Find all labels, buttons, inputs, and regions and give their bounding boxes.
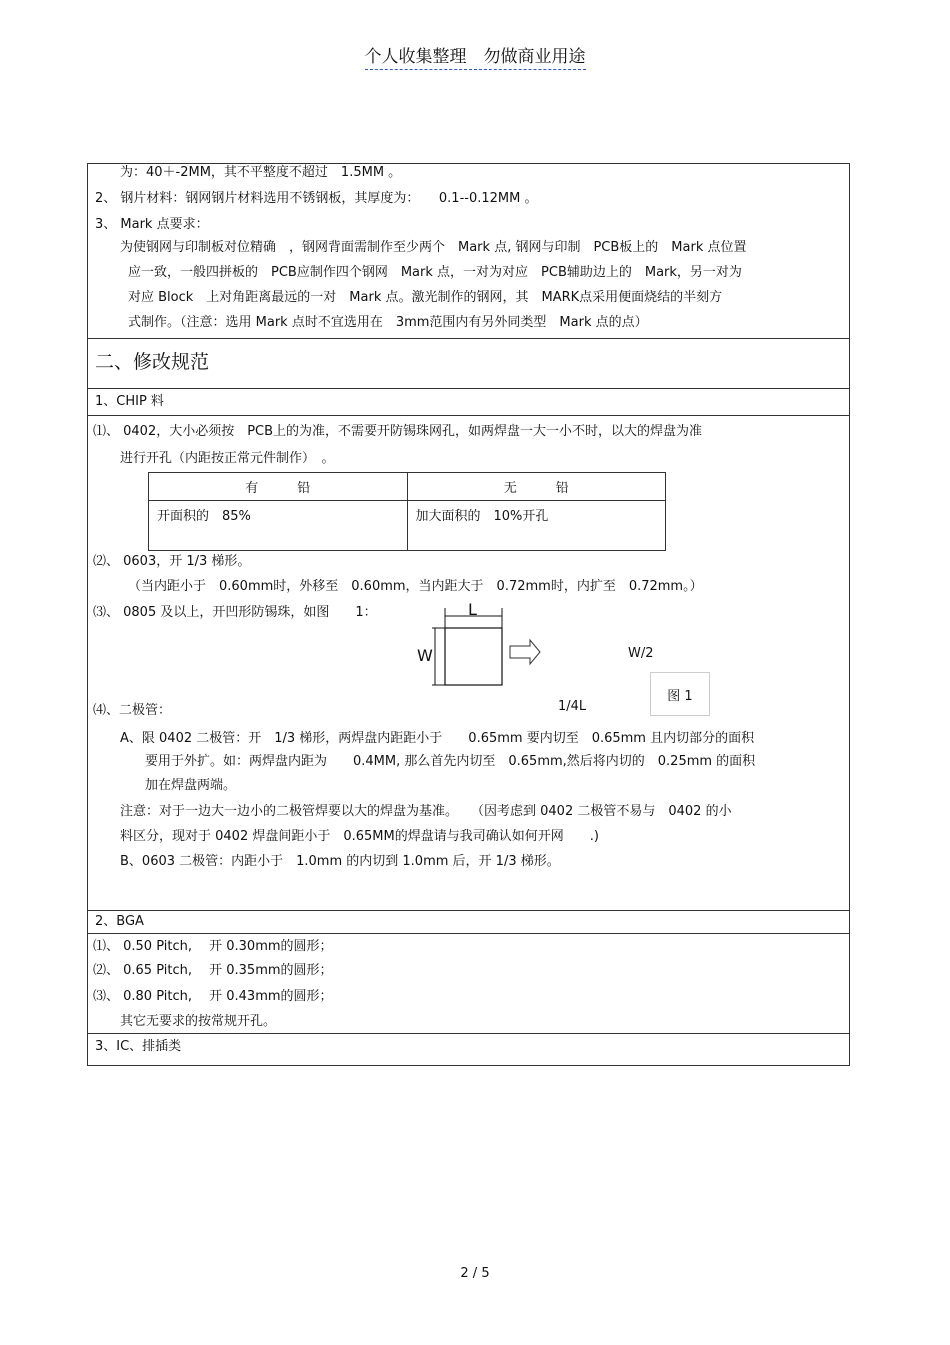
text-line: A、限 0402 二极管：开 1/3 梯形，两焊盘内距距小于 0.65mm 要内切至 0.65mm 且内切部分的面积 [120, 731, 755, 746]
cell-leaded: 开面积的 85% [149, 501, 408, 551]
cell-leadfree: 加大面积的 10%开孔 [407, 501, 666, 551]
text-line: 为使钢网与印制板对位精确 ，钢网背面需制作至少两个 Mark 点, 钢网与印制 PCB板上的 Mark 点位置 [120, 240, 747, 255]
subsection-title: 2、BGA [95, 914, 144, 929]
divider [87, 388, 850, 389]
figure-caption-box [650, 672, 710, 716]
text-line: 为：40＋-2MM，其不平整度不超过 1.5MM 。 [120, 165, 402, 180]
subsection-title: 1、CHIP 料 [95, 394, 164, 409]
divider [87, 910, 850, 911]
label-w: W [417, 646, 433, 665]
text-line: 料区分，现对于 0402 焊盘间距小于 0.65MM的焊盘请与我司确认如何开网 .) [120, 829, 599, 844]
text-line: 要用于外扩。如：两焊盘内距为 0.4MM, 那么首先内切至 0.65mm,然后将内切的 0.25mm 的面积 [145, 754, 756, 769]
text-line: 2、 钢片材料：钢网钢片材料选用不锈钢板，其厚度为： 0.1--0.12MM 。 [95, 191, 538, 206]
figure-caption: 图 1 [667, 688, 693, 704]
text-line: ⑵、 0603，开 1/3 梯形。 [93, 554, 251, 569]
text-line: 式制作。（注意：选用 Mark 点时不宜选用在 3mm范围内有另外同类型 Mark 点的点） [128, 315, 648, 330]
text-line: 3、 Mark 点要求： [95, 217, 209, 232]
text-line: B、0603 二极管：内距小于 1.0mm 的内切到 1.0mm 后，开 1/3 梯形。 [120, 854, 560, 869]
page-header [0, 42, 950, 67]
text-line: 应一致，一般四拼板的 PCB应制作四个钢网 Mark 点，一对为对应 PCB辅助边上的 Mark，另一对为 [128, 265, 742, 280]
page-number: 2 / 5 [460, 1266, 490, 1281]
arrow-right-icon [510, 640, 540, 664]
label-w2: W/2 [628, 646, 654, 661]
header-leadfree: 无 铅 [407, 473, 666, 501]
divider [87, 933, 850, 934]
lead-table [148, 472, 666, 551]
text-line: （当内距小于 0.60mm时，外移至 0.60mm，当内距大于 0.72mm时，内扩至 0.72mm。） [128, 579, 703, 594]
divider [87, 415, 850, 416]
text-line: ⑶、 0.80 Pitch, 开 0.43mm的圆形； [93, 989, 333, 1004]
text-line: 进行开孔（内距按正常元件制作） 。 [120, 451, 335, 466]
label-l: L [468, 600, 477, 619]
text-line: ⑵、 0.65 Pitch, 开 0.35mm的圆形； [93, 963, 333, 978]
figure-1-diagram [410, 600, 560, 690]
text-line: ⑴、 0.50 Pitch, 开 0.30mm的圆形； [93, 939, 333, 954]
text-line: 加在焊盘两端。 [145, 778, 237, 793]
header-text: 个人收集整理 勿做商业用途 [365, 47, 586, 70]
text-line: ⑷、二极管： [93, 703, 172, 718]
subsection-title: 3、IC、排插类 [95, 1039, 182, 1054]
text-line: 其它无要求的按常规开孔。 [120, 1014, 277, 1029]
header-leaded: 有 铅 [149, 473, 408, 501]
divider [87, 338, 850, 339]
text-line: ⑴、 0402，大小必须按 PCB上的为准，不需要开防锡珠网孔，如两焊盘一大一小不时，以大的焊盘为准 [93, 424, 703, 439]
pad-rect [445, 628, 502, 685]
text-line: ⑶、 0805 及以上，开凹形防锡珠，如图 1： [93, 605, 377, 620]
text-line: 对应 Block 上对角距离最远的一对 Mark 点。激光制作的钢网，其 MARK点采用便面烧结的半刻方 [128, 290, 723, 305]
section-heading: 二、修改规范 [95, 351, 210, 373]
label-quarter-l: 1/4L [558, 699, 587, 714]
divider [87, 1033, 850, 1034]
text-line: 注意：对于一边大一边小的二极管焊要以大的焊盘为基准。 （因考虑到 0402 二极管不易与 0402 的小 [120, 804, 732, 819]
